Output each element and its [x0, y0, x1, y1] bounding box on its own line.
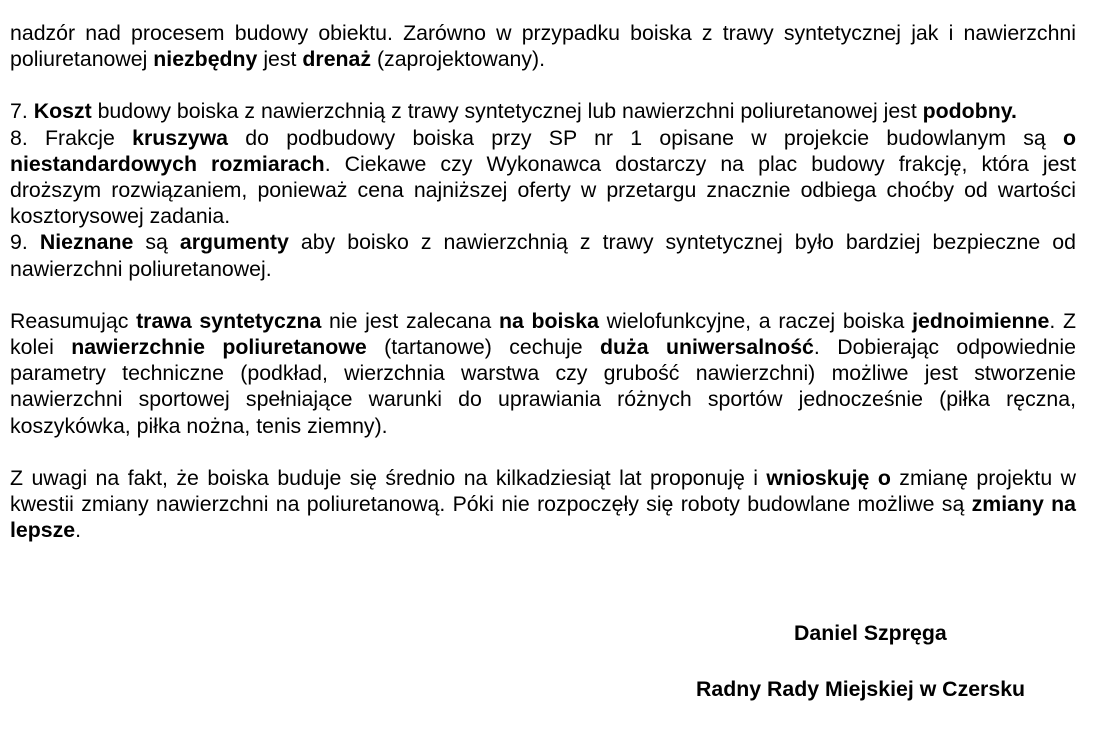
text-run: . [75, 518, 82, 543]
text-run: Reasumując [10, 308, 137, 333]
paragraph-point-9 [10, 229, 1076, 281]
text-run: . Dobierając odpowiednie parametry techniczne (podkład, wierzchnia warstwa czy grubość nawierzchni) możliwe jest stworzenie nawierzchni sportowej spełniające warunki do uprawiania różnych sportów jednocześnie (piłka ręczna, koszykówka, piłka nożna, tenis ziemny). [10, 335, 1077, 438]
text-run: 8. Frakcje [10, 125, 133, 150]
bold-text-run: jednoimienne [912, 308, 1050, 333]
bold-text-run: drenaż [302, 47, 372, 72]
text-run: budowy boiska z nawierzchnią z trawy syntetycznej lub nawierzchni poliuretanowej jest [91, 99, 923, 124]
bold-text-run: trawa syntetyczna [136, 308, 322, 333]
text-run: jest [257, 47, 303, 72]
bold-text-run: na boiska [498, 308, 599, 333]
text-run: nie jest zalecana [321, 308, 499, 333]
text-run: (tartanowe) cechuje [366, 335, 601, 360]
text-run: (zaprojektowany). [371, 47, 546, 72]
text-run: zmianę projektu w kwestii zmiany nawierzchni na poliuretanową. Póki nie rozpoczęły się roboty budowlane możliwe są [10, 465, 1076, 517]
paragraph-point-7 [10, 98, 1076, 124]
text-run: są [133, 230, 180, 255]
bold-text-run: Koszt [33, 99, 92, 124]
paragraph-point-8 [10, 125, 1076, 230]
text-run: 9. [10, 230, 40, 255]
bold-text-run: wnioskuję o [766, 465, 891, 490]
signature-title: Radny Rady Miejskiej w Czersku [696, 677, 1026, 701]
bold-text-run: kruszywa [132, 125, 229, 150]
text-run: Z uwagi na fakt, że boiska buduje się średnio na kilkadziesiąt lat proponuję i [10, 465, 767, 490]
bold-text-run: zmiany na lepsze [10, 492, 1076, 543]
text-run: aby boisko z nawierzchnią z trawy syntetycznej było bardziej bezpieczne od nawierzchni poliuretanowej. [10, 230, 1076, 281]
paragraph-summary [10, 308, 1076, 439]
bold-text-run: argumenty [179, 230, 289, 255]
signature-name: Daniel Szpręga [794, 621, 947, 645]
text-run: . Z kolei [10, 308, 1076, 360]
bold-text-run: podobny. [922, 99, 1017, 124]
text-run: nadzór nad procesem budowy obiektu. Zarówno w przypadku boiska z trawy syntetycznej jak i nawierzchni poliuretanowej [10, 21, 1076, 72]
paragraph-proposal [10, 465, 1076, 544]
bold-text-run: niezbędny [153, 47, 258, 72]
text-run: do podbudowy boiska przy SP nr 1 opisane w projekcie budowlanym są [228, 125, 1063, 150]
bold-text-run: nawierzchnie poliuretanowe [71, 335, 367, 360]
text-run: . Ciekawe czy Wykonawca dostarczy na plac budowy frakcję, która jest droższym rozwiązaniem, ponieważ cena najniższej oferty w przetargu znacznie odbiega choćby od wartości kosztorysowej zadania. [10, 151, 1076, 229]
bold-text-run: o niestandardowych rozmiarach [10, 125, 1076, 176]
bold-text-run: duża uniwersalność [600, 335, 814, 360]
bold-text-run: Nieznane [39, 230, 134, 255]
paragraph-intro [10, 20, 1076, 72]
text-run: 7. [10, 99, 34, 124]
text-run: wielofunkcyjne, a raczej boiska [598, 308, 913, 333]
